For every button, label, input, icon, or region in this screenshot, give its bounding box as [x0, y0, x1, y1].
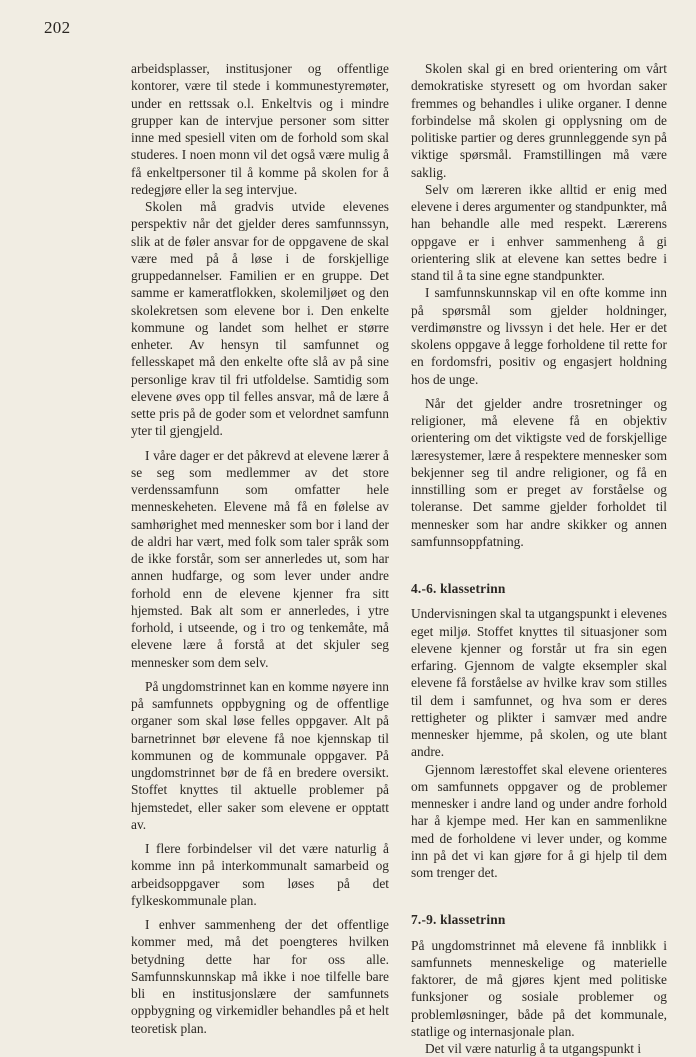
paragraph: I samfunnskunnskap vil en ofte komme inn på spørsmål som gjelder holdninger, verdimønstre og livssyn i det hele. Her er det skolens oppgave å legge forholdene til rette for en fordomsfri, positiv og engasjert holdning hos de unge.: [411, 285, 667, 387]
page-number: 202: [44, 18, 71, 37]
paragraph: arbeidsplasser, institusjoner og offentlige kontorer, være til stede i kommunestyremøter, under en rettssak o.l. Enkeltvis og i mindre grupper kan de intervjue personer som sitter inne med spesiell viten om de forhold som skal studeres. I noen monn vil det også være mulig å få enkeltpersoner til å komme på skolen for å redegjøre eller la seg intervjue.: [131, 61, 389, 197]
paragraph: Gjennom lærestoffet skal elevene orienteres om samfunnets oppgaver og de problemer mennesker i andre land og under andre forhold har å kjempe med. Her kan en sammenlikne med de forholdene vi lever under, og komme inn på det vi kan gjøre for å gi hjelp til dem som trenger det.: [411, 761, 667, 880]
paragraph: Skolen skal gi en bred orientering om vårt demokratiske styresett og om hvordan saker fremmes og behandles i ulike organer. I denne forbindelse må skolen gi opplysning om de politiske partier og deres grunnleggende syn på viktige spørsmål. Framstillingen må være saklig.: [411, 61, 667, 180]
paragraph: Skolen må gradvis utvide elevenes perspektiv når det gjelder deres samfunnssyn, slik at de føler ansvar for de oppgavene de skal være med på å løse i de forskjellige gruppedannelser. Familien er en gruppe. Det samme er kameratflokken, skolemiljøet og den skolekretsen som elevene bor i. Den enkelte kommune og landet som helhet er større enheter. Av hensyn til samfunnet og fellesskapet må den enkelte ofte slå av på sine personlige krav til fri utfoldelse. Samtidig som elevene øves opp til felles ansvar, må de lære å sette pris på de goder som et velordnet samfunn yter til gjengjeld.: [131, 199, 389, 439]
paragraph: I våre dager er det påkrevd at elevene lærer å se seg som medlemmer av det store verdenssamfunn som omfatter hele menneskeheten. Elevene må få en følelse av samhørighet med mennesker som bor i land der de aldri har vært, med folk som taler språk som de ikke forstår, som ser annerledes ut, som har annen hudfarge, og som lever under andre forhold enn de elevene kjenner fra sitt hjemsted. Bak alt som er annerledes, i ytre forhold, i utseende, og i tro og tenkemåte, må elevene lære å forstå at det skjuler seg mennesker som dem selv.: [131, 447, 389, 670]
paragraph: Undervisningen skal ta utgangspunkt i elevenes eget miljø. Stoffet knyttes til situasjoner som elevene kjenner og forstår ut fra sin egen erfaring. Gjennom de valgte eksempler skal elevene få forståelse av hvilke krav som stilles til dem i samfunnet, og hva som er deres rettigheter og plikter i samvær med andre mennesker hjemme, på skolen, og ute blant andre.: [411, 606, 667, 760]
paragraph: I enhver sammenheng der det offentlige kommer med, må det poengteres hvilken betydning dette har for oss alle. Samfunnskunnskap må ikke i noe tilfelle bare bli en institusjonslære der samfunnets oppbygning og virkemidler behandles på et helt teoretisk plan.: [131, 917, 389, 1036]
paragraph: Selv om læreren ikke alltid er enig med elevene i deres argumenter og standpunkter, må han behandle alle med respekt. Lærerens oppgave er i enhver sammenheng å gi orientering slik at elevene kan settes bedre i stand til å ta sine egne standpunkter.: [411, 181, 667, 283]
paragraph: Når det gjelder andre trosretninger og religioner, må elevene få en objektiv orientering om det viktigste ved de forskjellige læresystemer, lære å respektere mennesker som bekjenner seg til andre religioner, og få en innstilling som er preget av forståelse og toleranse. Det samme gjelder forholdet til mennesker som har andre skikker og annen samfunnsoppfatning.: [411, 395, 667, 549]
left-column: [131, 60, 389, 1037]
paragraph: På ungdomstrinnet må elevene få innblikk i samfunnets menneskelige og materielle faktorer, de må gjøres kjent med politiske funksjoner og sosiale problemer og problemløsninger, både på det kommunale, statlige og internasjonale plan.: [411, 937, 667, 1039]
paragraph: Det vil være naturlig å ta utgangspunkt i: [425, 1041, 642, 1056]
right-column: [411, 60, 667, 1057]
section-heading: 4.-6. klassetrinn: [411, 581, 506, 596]
section-heading: 7.-9. klassetrinn: [411, 912, 506, 928]
paragraph: I flere forbindelser vil det være naturlig å komme inn på interkommunalt samarbeid og arbeidsoppgaver som løses på det fylkeskommunale plan.: [131, 841, 389, 908]
paragraph: På ungdomstrinnet kan en komme nøyere inn på samfunnets oppbygning og de offentlige organer som skal løse felles oppgaver. Alt på barnetrinnet bør elevene få noe kjennskap til kommunen og de kommunale oppgaver. På ungdomstrinnet bør de få en bredere oversikt. Stoffet knyttes til aktuelle problemer på hjemstedet, eller saker som elevene er opptatt av.: [131, 678, 389, 832]
